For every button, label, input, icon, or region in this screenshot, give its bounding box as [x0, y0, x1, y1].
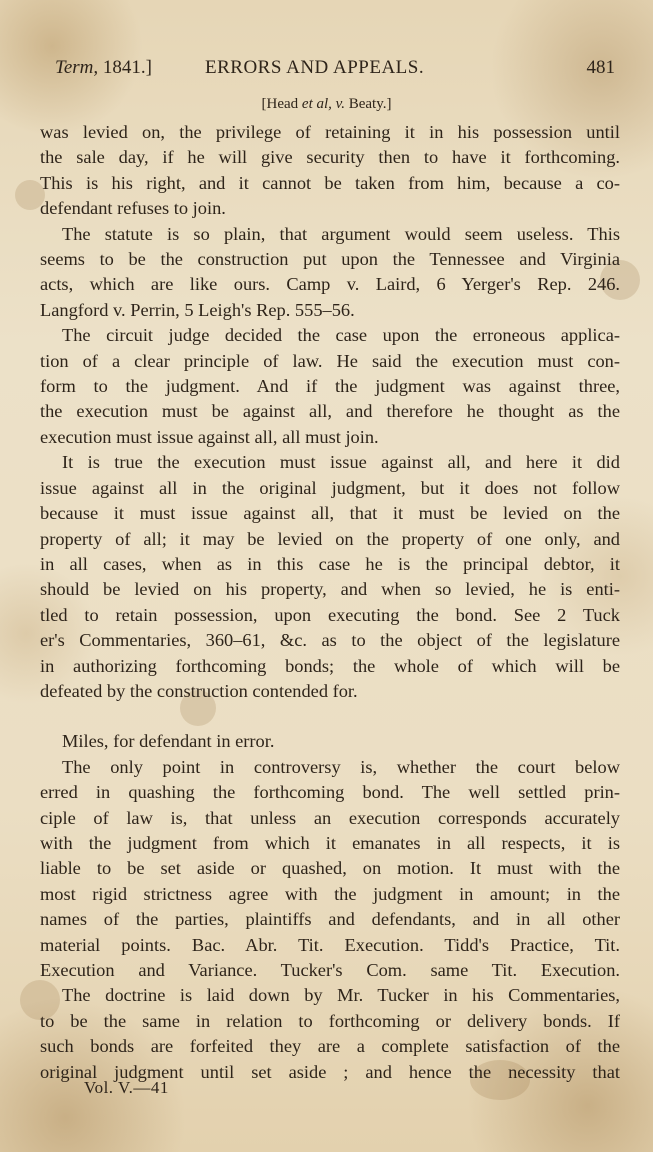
- text-line: ciple of law is, that unless an execution corresponds accurately: [40, 807, 620, 828]
- signature-mark: Vol. V.—41: [84, 1078, 169, 1097]
- text-line: execution must issue against all, all must join.: [40, 426, 379, 447]
- text-line: acts, which are like ours. Camp v. Laird, 6 Yerger's Rep. 246.: [40, 274, 620, 295]
- text-line: er's Commentaries, 360–61, &c. as to the object of the legislature: [40, 630, 620, 651]
- running-header: [55, 57, 615, 83]
- paragraph-gap: [40, 704, 620, 729]
- text-line: seems to be the construction put upon the Tennessee and Virginia: [40, 249, 620, 270]
- text-line: most rigid strictness agree with the judgment in amount; in the: [40, 883, 620, 904]
- text-line: in authorizing forthcoming bonds; the whole of which will be: [40, 655, 620, 676]
- text-line: issue against all in the original judgment, but it does not follow: [40, 477, 620, 498]
- text-line: The doctrine is laid down by Mr. Tucker in his Commentaries,: [62, 985, 620, 1006]
- page-number: 481: [586, 57, 615, 78]
- text-line: The circuit judge decided the case upon the erroneous applica-: [62, 325, 620, 346]
- text-line: with the judgment from which it emanates in all respects, it is: [40, 832, 620, 853]
- text-line: It is true the execution must issue against all, and here it did: [62, 452, 620, 473]
- text-line: tled to retain possession, upon executing the bond. See 2 Tuck: [40, 604, 620, 625]
- text-line: names of the parties, plaintiffs and defendants, and in all other: [40, 909, 620, 930]
- text-line: Langford v. Perrin, 5 Leigh's Rep. 555–56.: [40, 299, 355, 320]
- text-line: This is his right, and it cannot be taken from him, because a co-: [40, 172, 620, 193]
- caption-close: Beaty.]: [344, 96, 392, 112]
- text-line: The statute is so plain, that argument would seem useless. This: [62, 223, 620, 244]
- text-line: liable to be set aside or quashed, on motion. It must with the: [40, 858, 620, 879]
- text-line: The only point in controversy is, whether the court below: [62, 756, 620, 777]
- text-line: because it must issue against all, that it must be levied on the: [40, 503, 620, 524]
- text-line: original judgment until set aside ; and hence the necessity that: [40, 1061, 620, 1082]
- header-term-year: 1841.]: [102, 57, 152, 78]
- text-line: form to the judgment. And if the judgment was against three,: [40, 376, 620, 397]
- caption-open: [Head: [261, 96, 302, 112]
- text-line: defeated by the construction contended for.: [40, 680, 358, 701]
- text-line: such bonds are forfeited they are a complete satisfaction of the: [40, 1036, 620, 1057]
- text-line: should be levied on his property, and when so levied, he is enti-: [40, 579, 620, 600]
- body-text: [40, 120, 620, 1085]
- text-line: property of all; it may be levied on the property of one only, and: [40, 528, 620, 549]
- text-line: in all cases, when as in this case he is the principal debtor, it: [40, 553, 620, 574]
- text-line: tion of a clear principle of law. He said the execution must con-: [40, 350, 620, 371]
- text-line: to be the same in relation to forthcoming or delivery bonds. If: [40, 1010, 620, 1031]
- case-caption: [0, 96, 653, 113]
- text-line: was levied on, the privilege of retaining it in his possession until: [40, 122, 620, 142]
- text-line: the sale day, if he will give security then to have it forthcoming.: [40, 147, 620, 168]
- header-title: ERRORS AND APPEALS.: [205, 57, 425, 78]
- caption-et-al: et al,: [301, 96, 332, 112]
- caption-versus: v.: [335, 96, 345, 112]
- text-line: erred in quashing the forthcoming bond. The well settled prin-: [40, 782, 620, 803]
- text-line: material points. Bac. Abr. Tit. Execution. Tidd's Practice, Tit.: [40, 934, 620, 955]
- header-term-word: Term,: [55, 57, 99, 78]
- text-line: defendant refuses to join.: [40, 198, 226, 219]
- text-line: Execution and Variance. Tucker's Com. same Tit. Execution.: [40, 960, 620, 980]
- header-term: [55, 57, 152, 79]
- text-line: the execution must be against all, and therefore he thought as the: [40, 401, 620, 422]
- text-line: Miles, for defendant in error.: [62, 731, 275, 752]
